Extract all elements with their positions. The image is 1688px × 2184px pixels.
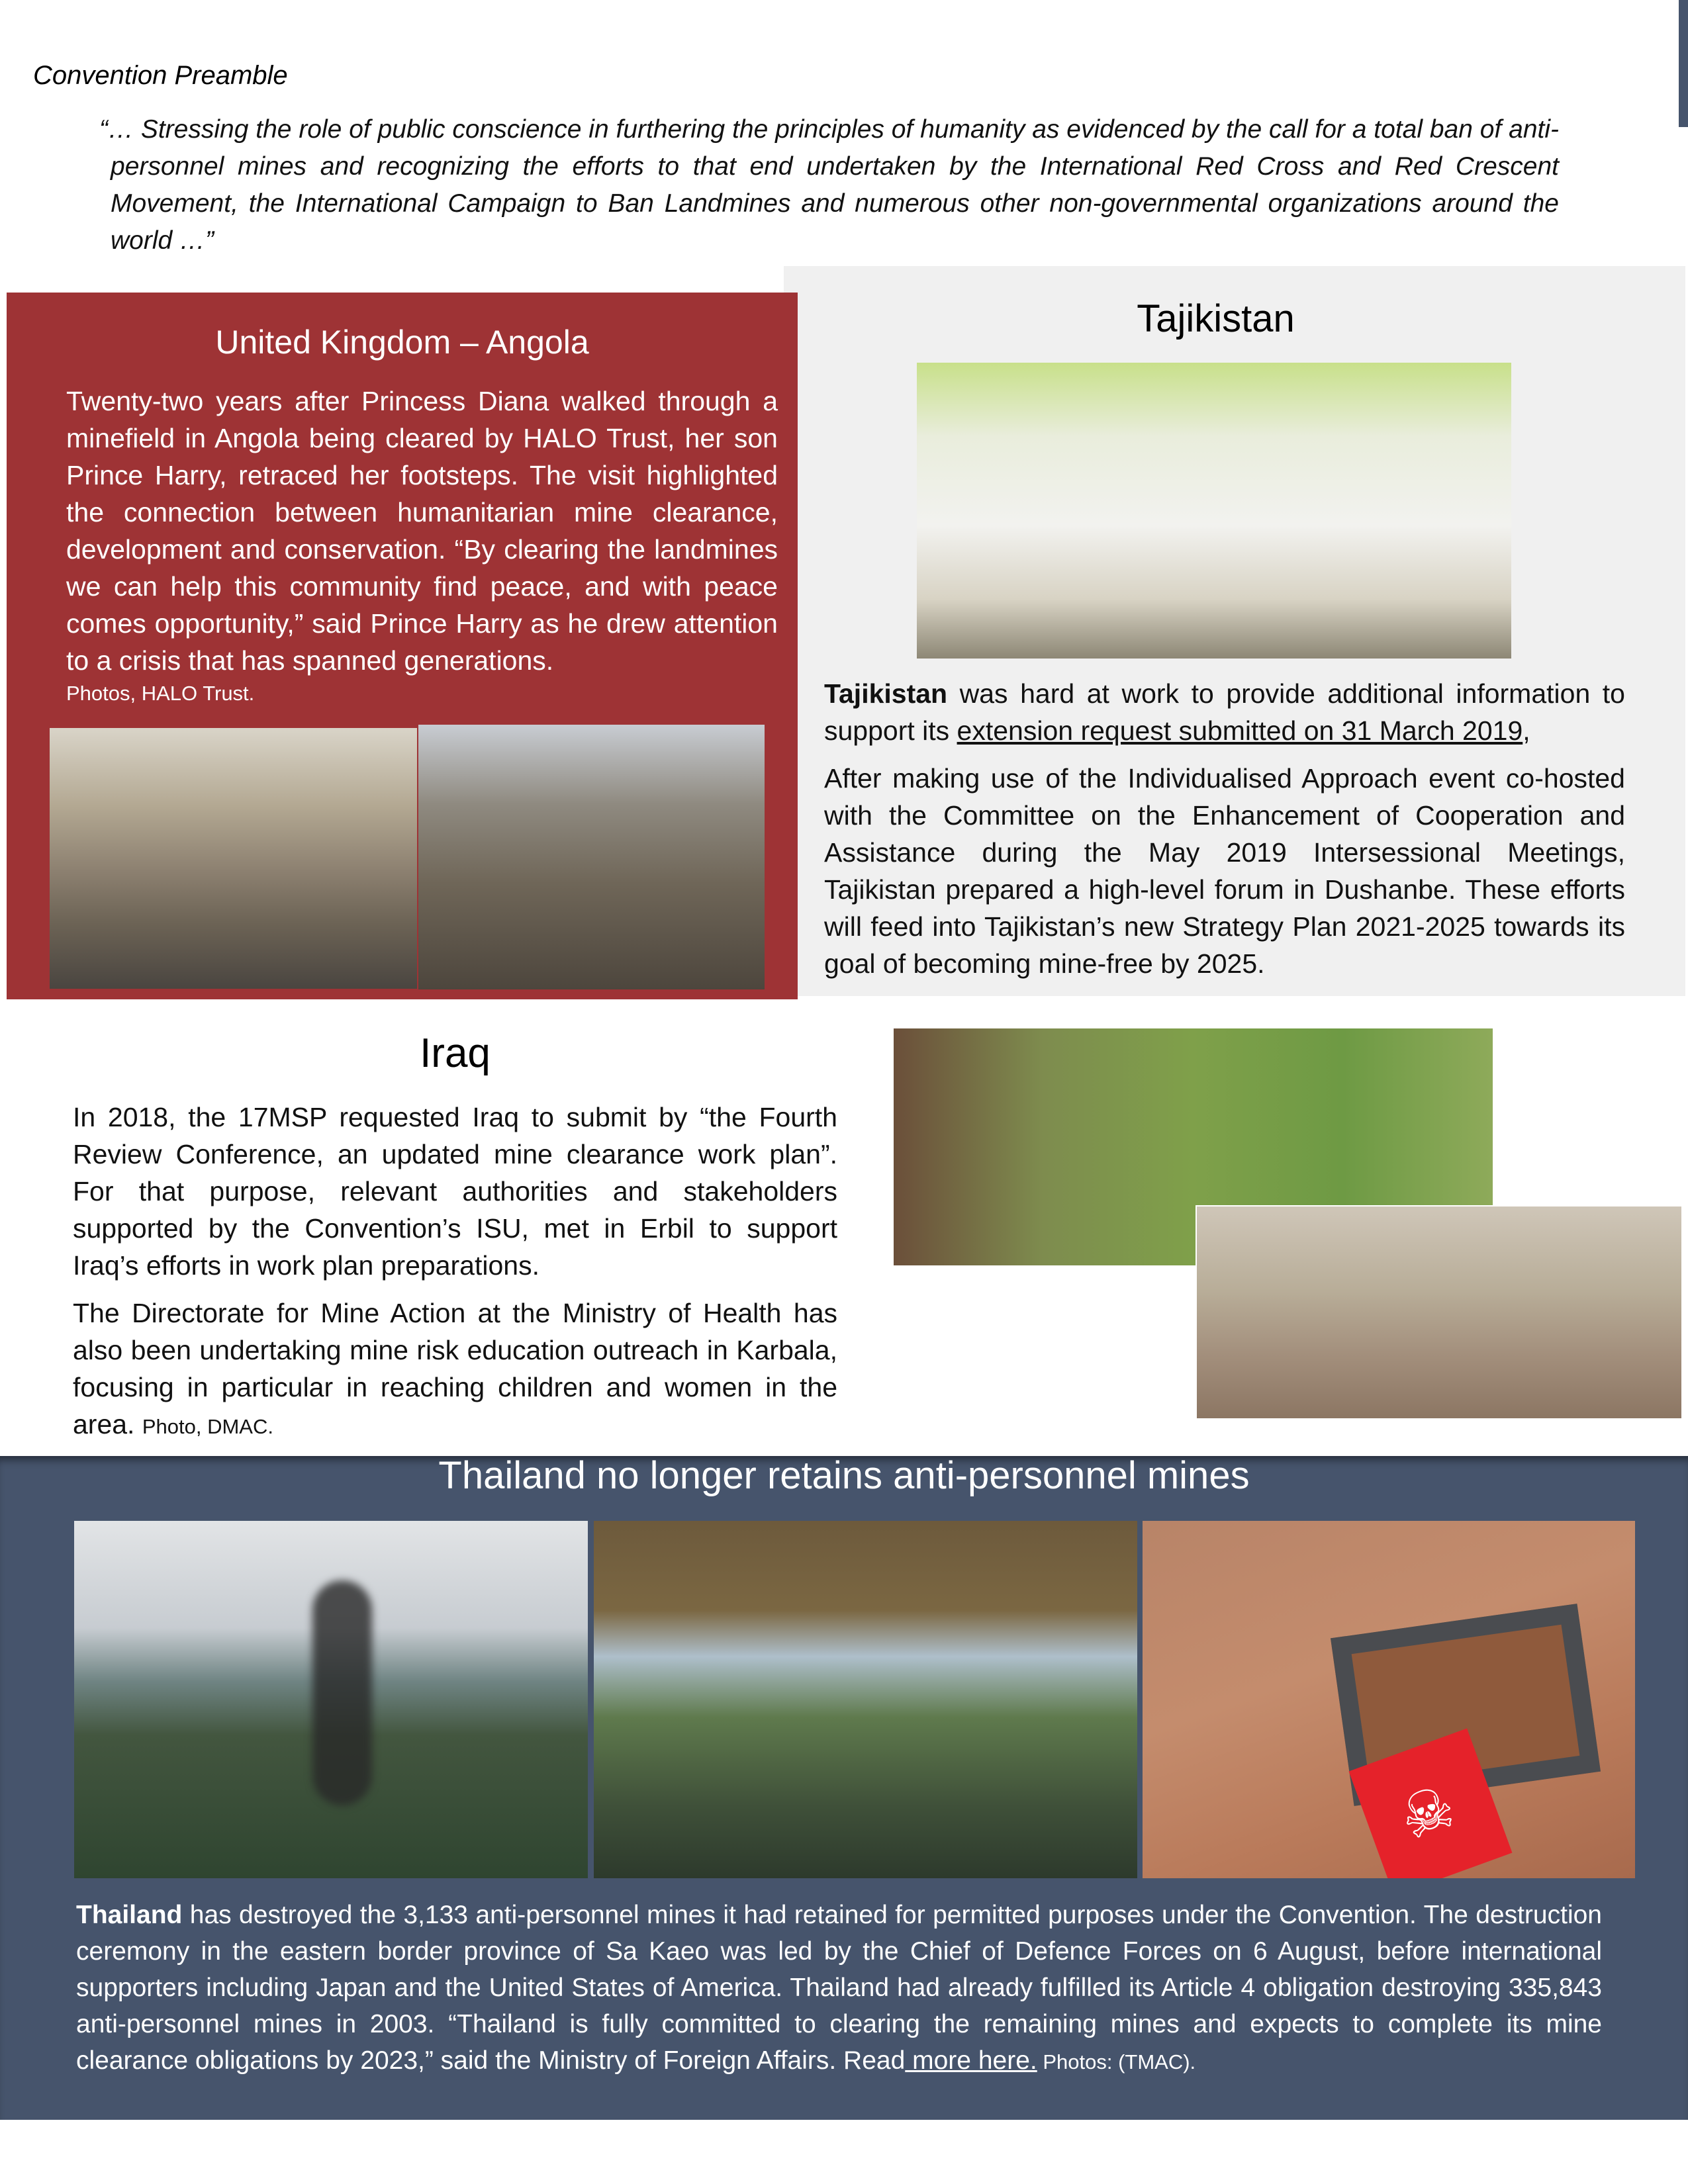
thailand-photo-explosion xyxy=(74,1521,588,1878)
uk-photo-prince-harry-minefield xyxy=(50,728,417,989)
thailand-photo-credit: Photos: (TMAC). xyxy=(1037,2050,1196,2073)
thailand-text: has destroyed the 3,133 anti-personnel mines it had retained for permitted purposes under the Convention. The destruction ceremony in the eastern border province of Sa Kaeo was led by the Chief of Defence Forces on 6 August, before international supporters including Japan and the United States of America. Thailand had already fulfilled its Article 4 obligation destroying 335,843 anti-personnel mines in 2003. “Thailand is fully committed to clearing the remaining mines and expects to complete its mine clearance obligations by 2023,” said the Ministry of Foreign Affairs. Read xyxy=(76,1901,1602,2075)
iraq-title: Iraq xyxy=(420,1030,491,1076)
uk-angola-title: United Kingdom – Angola xyxy=(215,324,589,361)
thailand-body xyxy=(76,1897,1602,2080)
tajikistan-p1-end: , xyxy=(1523,715,1530,746)
uk-angola-text: Twenty-two years after Princess Diana walked through a minefield in Angola being cleared by HALO Trust, her son Prince Harry, retraced her footsteps. The visit highlighted the connection between humanitarian mine clearance, development and conservation. “By clearing the landmines we can help this community find peace, and with peace comes opportunity,” said Prince Harry as he drew attention to a crisis that has spanned generations. xyxy=(66,386,778,676)
thailand-photo-demolition-pit xyxy=(1143,1521,1635,1878)
uk-photo-deminers xyxy=(418,725,765,989)
thailand-lead: Thailand xyxy=(76,1901,183,1929)
skull-icon: ☠ xyxy=(1391,1772,1464,1854)
thailand-title: Thailand no longer retains anti-personnel mines xyxy=(438,1454,1250,1497)
smoke-plume xyxy=(312,1580,372,1805)
iraq-photo-risk-education xyxy=(1197,1206,1681,1418)
tajikistan-p1-text: was hard at work to provide additional information to support its xyxy=(824,678,1625,746)
tajikistan-group-photo xyxy=(917,363,1511,659)
iraq-p2-text: The Directorate for Mine Action at the Ministry of Health has also been undertaking mine risk education outreach in Karbala, focusing in particular in reaching children and women in the area. xyxy=(73,1298,837,1439)
iraq-paragraph-2 xyxy=(73,1295,837,1445)
scrollbar-thumb[interactable] xyxy=(1679,0,1688,127)
extension-request-link[interactable]: extension request submitted on 31 March 2019 xyxy=(957,715,1523,746)
uk-angola-body xyxy=(66,383,778,708)
iraq-paragraph-1: In 2018, the 17MSP requested Iraq to submit by “the Fourth Review Conference, an updated mine clearance work plan”. For that purpose, relevant authorities and stakeholders supported by the Convention’s ISU, met in Erbil to support Iraq’s efforts in work plan preparations. xyxy=(73,1102,837,1281)
iraq-photo-credit: Photo, DMAC. xyxy=(142,1415,273,1438)
thailand-photo-ceremony xyxy=(594,1521,1137,1878)
preamble-quote: “… Stressing the role of public conscience in furthering the principles of humanity as evidenced by the call for a total ban of anti-personnel mines and recognizing the efforts to that end undertaken by the International Red Cross and Red Crescent Movement, the International Campaign to Ban Landmines and numerous other non-governmental organizations around the world …” xyxy=(99,115,1559,255)
tajikistan-paragraph-2: After making use of the Individualised Approach event co-hosted with the Committee on the Enhancement of Cooperation and Assistance during the May 2019 Intersessional Meetings, Tajikistan prepared a high-level forum in Dushanbe. These efforts will feed into Tajikistan’s new Strategy Plan 2021-2025 towards its goal of becoming mine-free by 2025. xyxy=(824,763,1625,979)
tajikistan-body xyxy=(824,675,1625,993)
read-more-link[interactable]: more here. xyxy=(905,2046,1037,2075)
tajikistan-paragraph-1 xyxy=(824,675,1625,749)
uk-angola-photo-credit: Photos, HALO Trust. xyxy=(66,682,255,705)
tajikistan-title: Tajikistan xyxy=(1137,297,1295,340)
preamble-title: Convention Preamble xyxy=(33,61,288,90)
tajikistan-lead: Tajikistan xyxy=(824,678,948,709)
iraq-body xyxy=(73,1099,837,1456)
